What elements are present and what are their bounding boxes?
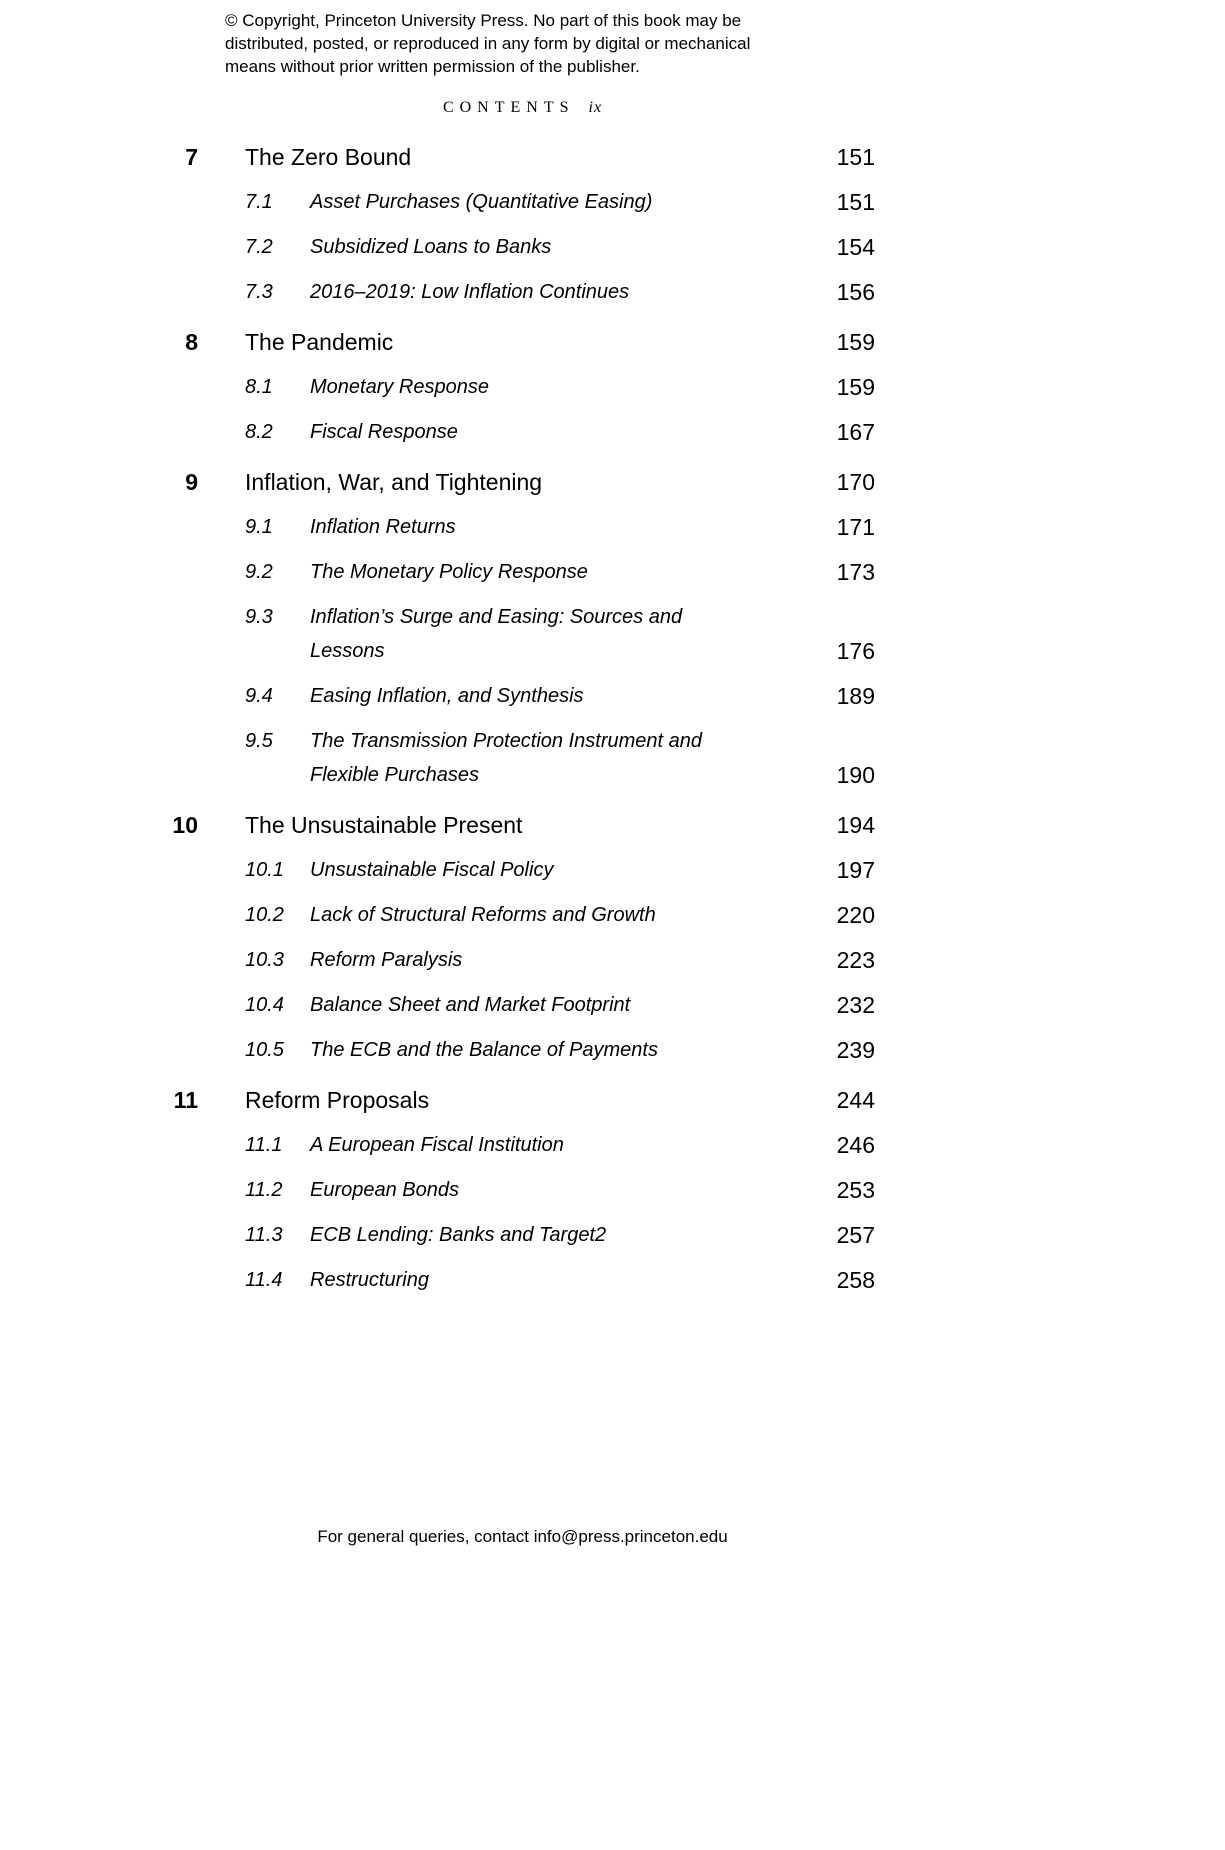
chapter-number: 9 [185, 469, 198, 495]
copyright-line: © Copyright, Princeton University Press. No part of this book may be [225, 11, 742, 30]
chapter-title: The Zero Bound [245, 144, 412, 170]
section-title: Monetary Response [310, 376, 489, 398]
chapter-page-number: 170 [836, 469, 875, 495]
section-number: 9.3 [245, 606, 273, 628]
chapter-page-number: 244 [836, 1087, 875, 1113]
section-title: Asset Purchases (Quantitative Easing) [310, 191, 653, 213]
section-row [170, 230, 875, 264]
section-number: 10.4 [245, 994, 284, 1016]
section-row [170, 724, 875, 792]
section-number: 8.1 [245, 376, 273, 398]
footer-contact-note: For general queries, contact info@press.princeton.edu [317, 1527, 728, 1546]
chapter-title: The Unsustainable Present [245, 812, 523, 838]
section-number: 11.3 [245, 1224, 283, 1246]
chapter-title: Reform Proposals [245, 1087, 430, 1113]
section-title: Reform Paralysis [310, 949, 463, 971]
chapter-page-number: 194 [836, 812, 875, 838]
section-row [170, 600, 875, 668]
section-page-number: 253 [836, 1177, 875, 1203]
section-row [170, 415, 875, 449]
chapter-page-number: 151 [836, 144, 875, 170]
section-title: 2016–2019: Low Inflation Continues [310, 281, 630, 303]
section-page-number: 154 [836, 234, 875, 260]
section-number: 9.4 [245, 685, 273, 707]
chapter-title: Inflation, War, and Tightening [245, 469, 543, 495]
section-title: Inflation Returns [310, 516, 456, 538]
section-title: The Transmission Protection Instrument and Flexible Purchases [310, 730, 703, 786]
section-page-number: 171 [836, 514, 875, 540]
chapter-row [170, 140, 875, 174]
section-title: Unsustainable Fiscal Policy [310, 859, 554, 881]
section-page-number: 189 [836, 683, 875, 709]
chapter-row [170, 325, 875, 359]
section-number: 10.3 [245, 949, 284, 971]
chapter-row [170, 465, 875, 499]
chapter-number: 10 [172, 812, 198, 838]
section-row [170, 1128, 875, 1162]
chapter-number: 8 [185, 329, 198, 355]
copyright-line: means without prior written permission of the publisher. [225, 57, 640, 76]
section-title: Fiscal Response [310, 421, 458, 443]
section-row [170, 1173, 875, 1207]
section-title: Easing Inflation, and Synthesis [310, 685, 584, 707]
section-row [170, 1218, 875, 1252]
section-number: 7.2 [245, 236, 273, 258]
running-head [170, 98, 875, 118]
chapter-number: 7 [185, 144, 198, 170]
section-page-number: 246 [836, 1132, 875, 1158]
chapter-title: The Pandemic [245, 329, 394, 355]
section-title: ECB Lending: Banks and Target2 [310, 1224, 607, 1246]
section-page-number: 239 [836, 1037, 875, 1063]
chapter-row [170, 1083, 875, 1117]
section-title: Inflation’s Surge and Easing: Sources and Lessons [310, 606, 683, 662]
section-title: European Bonds [310, 1179, 460, 1201]
chapter-number: 11 [173, 1087, 198, 1113]
copyright-notice [225, 0, 1225, 78]
section-page-number: 159 [836, 374, 875, 400]
section-number: 7.3 [245, 281, 273, 303]
section-page-number: 173 [836, 559, 875, 585]
section-row [170, 988, 875, 1022]
contents-heading: CONTENTS [442, 99, 575, 116]
section-title: The ECB and the Balance of Payments [310, 1039, 658, 1061]
section-row [170, 275, 875, 309]
section-row [170, 555, 875, 589]
section-number: 10.5 [245, 1039, 284, 1061]
section-row [170, 943, 875, 977]
section-row [170, 370, 875, 404]
section-number: 10.2 [245, 904, 284, 926]
section-number: 9.5 [245, 730, 273, 752]
table-of-contents [170, 140, 875, 1297]
section-title: The Monetary Policy Response [310, 561, 588, 583]
section-number: 11.4 [245, 1269, 283, 1291]
chapter-page-number: 159 [836, 329, 875, 355]
section-page-number: 197 [836, 857, 875, 883]
section-page-number: 257 [836, 1222, 875, 1248]
section-row [170, 853, 875, 887]
section-page-number: 220 [836, 902, 875, 928]
section-row [170, 510, 875, 544]
section-number: 9.2 [245, 561, 273, 583]
section-page-number: 151 [836, 189, 875, 215]
section-row [170, 1263, 875, 1297]
section-row [170, 1033, 875, 1067]
section-row [170, 679, 875, 713]
section-page-number: 190 [836, 762, 875, 788]
section-title: Restructuring [310, 1269, 429, 1291]
section-page-number: 167 [836, 419, 875, 445]
chapter-row [170, 808, 875, 842]
section-number: 8.2 [245, 421, 273, 443]
section-number: 7.1 [245, 191, 273, 213]
section-number: 10.1 [245, 859, 284, 881]
copyright-line: distributed, posted, or reproduced in any form by digital or mechanical [225, 34, 751, 53]
section-page-number: 232 [836, 992, 875, 1018]
section-title: A European Fiscal Institution [310, 1134, 564, 1156]
section-title: Balance Sheet and Market Footprint [310, 994, 631, 1016]
section-title: Subsidized Loans to Banks [310, 236, 552, 258]
section-row [170, 185, 875, 219]
section-number: 11.2 [245, 1179, 283, 1201]
section-page-number: 156 [836, 279, 875, 305]
folio-roman-numeral: ix [588, 99, 603, 116]
section-row [170, 898, 875, 932]
section-page-number: 223 [836, 947, 875, 973]
section-title: Lack of Structural Reforms and Growth [310, 904, 656, 926]
section-number: 9.1 [245, 516, 273, 538]
section-number: 11.1 [245, 1134, 283, 1156]
section-page-number: 258 [836, 1267, 875, 1293]
section-page-number: 176 [836, 638, 875, 664]
